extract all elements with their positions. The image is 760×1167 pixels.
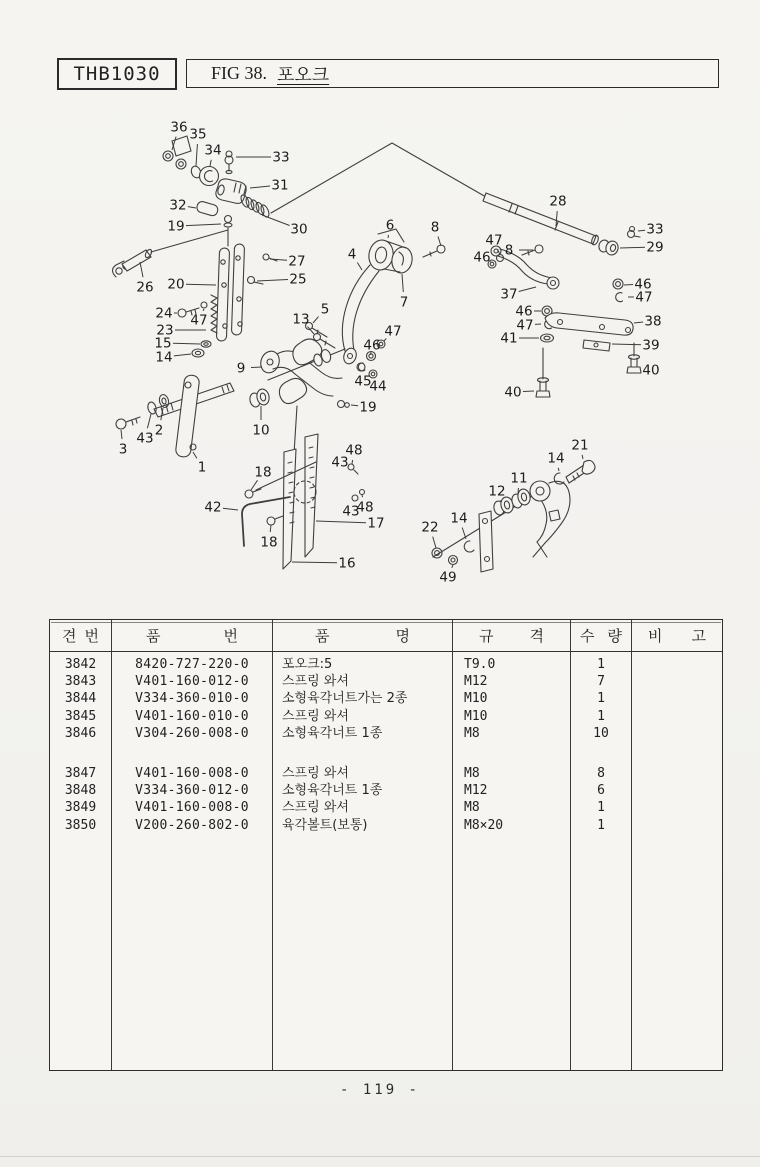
- callout-label: 47: [485, 232, 503, 249]
- table-cell: V401-160-012-0: [135, 674, 249, 690]
- callout-label: 27: [288, 253, 306, 270]
- callout-label: 17: [367, 515, 385, 532]
- callout-label: 16: [338, 555, 356, 572]
- column-header: 수 량: [571, 620, 632, 651]
- table-cell: [632, 725, 722, 742]
- callout-label: 25: [289, 271, 307, 288]
- callout-label: 43: [136, 430, 154, 447]
- callout-leader: [147, 414, 151, 428]
- callout-leader: [634, 322, 643, 323]
- table-cell: 1: [597, 691, 605, 707]
- callout-leader: [452, 565, 453, 568]
- callout-leader: [223, 508, 238, 510]
- callout-label: 34: [204, 142, 222, 159]
- callout-label: 8: [430, 219, 440, 236]
- callout-label: 9: [236, 360, 246, 377]
- callout-label: 14: [155, 349, 173, 366]
- callout-label: 46: [473, 249, 491, 266]
- callout-leader: [582, 455, 583, 459]
- callout-leader: [433, 537, 436, 548]
- table-cell: 1: [597, 657, 605, 672]
- model-code: THB1030: [73, 63, 161, 85]
- callout-label: 5: [320, 301, 330, 318]
- callout-label: 47: [516, 317, 534, 334]
- callout-label: 43: [331, 454, 349, 471]
- table-column: [571, 652, 632, 1070]
- table-cell: 3842: [64, 657, 97, 672]
- table-cell: M12: [464, 674, 488, 690]
- table-spacer: [50, 742, 111, 765]
- callout-label: 45: [354, 373, 372, 390]
- parts-table: [49, 619, 723, 1071]
- callout-label: 3: [118, 441, 128, 458]
- table-column: [112, 652, 273, 1070]
- callout-label: 6: [385, 217, 395, 234]
- table-cell: 6: [597, 783, 605, 799]
- callout-leader: [558, 468, 559, 471]
- table-cell: 3849: [64, 800, 97, 816]
- callout-label: 20: [167, 276, 185, 293]
- table-cell: 3847: [64, 765, 97, 781]
- callout-leader: [638, 230, 645, 231]
- table-cell: 3850: [64, 817, 97, 833]
- table-cell: 3844: [64, 691, 97, 707]
- callout-leader: [174, 354, 191, 356]
- callout-label: 47: [384, 323, 402, 340]
- callout-leader: [519, 287, 536, 292]
- table-cell: [632, 817, 722, 834]
- figure-name: 포오크: [277, 64, 330, 85]
- callout-leader: [203, 309, 204, 311]
- callout-leader: [140, 262, 143, 277]
- callout-label: 14: [547, 450, 565, 467]
- table-cell: [632, 765, 722, 782]
- callout-label: 43: [342, 503, 360, 520]
- callout-label: 12: [488, 483, 506, 500]
- table-cell: [632, 690, 722, 707]
- callout-label: 35: [189, 126, 207, 143]
- callout-label: 37: [500, 286, 518, 303]
- callout-label: 18: [254, 464, 272, 481]
- table-spacer: [453, 742, 570, 765]
- callout-leader: [251, 480, 258, 490]
- callout-label: 24: [155, 305, 173, 322]
- table-cell: 1: [597, 817, 605, 833]
- callout-label: 11: [510, 470, 528, 487]
- callout-label: 39: [642, 337, 660, 354]
- callout-label: 47: [635, 289, 653, 306]
- column-header: 품 명: [273, 620, 453, 651]
- table-cell: 10: [593, 725, 609, 741]
- callout-leader: [262, 215, 290, 226]
- table-column: [453, 652, 571, 1070]
- table-cell: 1: [597, 708, 605, 724]
- callout-leader: [612, 344, 641, 345]
- table-cell: V401-160-008-0: [135, 800, 249, 816]
- table-column: [50, 652, 112, 1070]
- callout-leader: [250, 186, 270, 188]
- table-top-rule: [51, 622, 721, 623]
- callout-label: 1: [197, 459, 207, 476]
- callout-leader: [388, 235, 389, 238]
- table-cell: V334-360-010-0: [135, 691, 249, 707]
- table-cell: V401-160-010-0: [135, 708, 249, 724]
- callout-label: 21: [571, 437, 589, 454]
- column-header: 규 격: [453, 620, 571, 651]
- table-cell: [632, 799, 722, 816]
- table-cell: V200-260-802-0: [135, 817, 249, 833]
- callout-label: 22: [421, 519, 439, 536]
- table-cell: M8: [464, 800, 480, 816]
- table-cell: 8: [597, 765, 605, 781]
- table-cell: 소형육각너트가는 2종: [282, 691, 408, 707]
- table-cell: 스프링 와셔: [282, 765, 349, 781]
- table-cell: [632, 708, 722, 725]
- callout-leader: [257, 280, 288, 282]
- table-cell: [632, 656, 722, 673]
- callout-label: 19: [359, 399, 377, 416]
- callout-label: 42: [204, 499, 222, 516]
- table-cell: M12: [464, 783, 488, 799]
- column-header: 비 고: [648, 627, 706, 645]
- table-cell: 스프링 와셔: [282, 674, 349, 690]
- callout-leader: [362, 495, 363, 497]
- table-column: [273, 652, 453, 1070]
- table-cell: V304-260-008-0: [135, 725, 249, 741]
- table-cell: 육각볼트(보통): [282, 817, 368, 833]
- table-cell: [632, 782, 722, 799]
- callout-label: 28: [549, 193, 567, 210]
- table-cell: 스프링 와셔: [282, 708, 349, 724]
- callout-leader: [193, 452, 197, 458]
- table-cell: 3843: [64, 674, 97, 690]
- callout-label: 30: [290, 221, 308, 238]
- callout-label: 31: [271, 177, 289, 194]
- table-cell: 3846: [64, 725, 97, 741]
- callout-leader: [620, 247, 645, 248]
- callout-leader: [251, 367, 262, 368]
- table-cell: 8420-727-220-0: [135, 657, 249, 672]
- callout-leader: [196, 144, 197, 166]
- callout-leader: [357, 263, 362, 271]
- callout-label: 26: [136, 279, 154, 296]
- callout-label: 33: [272, 149, 290, 166]
- table-spacer: [273, 742, 452, 765]
- table-cell: 3848: [64, 783, 97, 799]
- callout-leader: [270, 525, 271, 532]
- callout-label: 7: [399, 294, 409, 311]
- table-header-row: [50, 620, 722, 652]
- callout-label: 46: [515, 303, 533, 320]
- callout-label: 38: [644, 313, 662, 330]
- table-cell: M8: [464, 725, 480, 741]
- figure-number: FIG 38.: [211, 63, 268, 83]
- callout-leader: [188, 207, 196, 208]
- table-cell: 포오크:5: [282, 657, 333, 672]
- table-cell: [632, 673, 722, 690]
- callout-label: 13: [292, 311, 310, 328]
- callout-label: 19: [167, 218, 185, 235]
- table-cell: M8: [464, 765, 480, 781]
- table-cell: M8×20: [464, 817, 504, 833]
- callout-label: 47: [190, 312, 208, 329]
- table-cell: M10: [464, 708, 488, 724]
- callout-leader: [292, 562, 337, 563]
- column-header: 품 번: [112, 620, 273, 651]
- callout-label: 14: [450, 510, 468, 527]
- callout-leader: [402, 274, 403, 292]
- callout-leader: [308, 327, 315, 334]
- table-cell: T9.0: [464, 657, 496, 672]
- callout-label: 36: [170, 119, 188, 136]
- page-number: - 119 -: [339, 1082, 420, 1098]
- callout-leader: [523, 391, 534, 392]
- table-spacer: [112, 742, 272, 765]
- table-cell: 소형육각너트 1종: [282, 725, 383, 741]
- callout-label: 46: [634, 276, 652, 293]
- callout-label: 40: [642, 362, 660, 379]
- callout-label: 40: [504, 384, 522, 401]
- callout-leader: [316, 521, 366, 523]
- callout-leader: [313, 317, 319, 323]
- table-cell: 소형육각너트 1종: [282, 783, 383, 799]
- table-spacer: [632, 742, 722, 765]
- callout-label: 48: [345, 442, 363, 459]
- callout-label: 41: [500, 330, 518, 347]
- callout-leader: [186, 284, 216, 285]
- callout-label: 8: [504, 242, 514, 259]
- callout-label: 23: [156, 322, 174, 339]
- table-cell: V334-360-012-0: [135, 783, 249, 799]
- table-spacer: [571, 742, 631, 765]
- callout-label: 10: [252, 422, 270, 439]
- callout-leader: [270, 259, 287, 260]
- callout-leader: [186, 224, 221, 226]
- callout-leader: [438, 237, 441, 247]
- callout-label: 44: [369, 378, 387, 395]
- table-cell: 스프링 와셔: [282, 800, 349, 816]
- callout-leader: [210, 160, 211, 166]
- callout-label: 46: [363, 337, 381, 354]
- callout-leader: [351, 405, 358, 406]
- table-cell: 1: [597, 800, 605, 816]
- table-column: [632, 652, 722, 1070]
- table-cell: M10: [464, 691, 488, 707]
- callout-leader: [352, 460, 353, 464]
- callout-label: 18: [260, 534, 278, 551]
- callout-label: 32: [169, 197, 187, 214]
- callout-leader: [624, 285, 633, 286]
- callout-leader: [500, 500, 501, 502]
- column-header: 견 번: [50, 620, 112, 651]
- table-body: [50, 652, 722, 1070]
- scan-artifact-line: [0, 1156, 760, 1157]
- callout-label: 29: [646, 239, 664, 256]
- callout-label: 49: [439, 569, 457, 586]
- callout-label: 2: [154, 422, 164, 439]
- callout-label: 15: [154, 335, 172, 352]
- table-cell: V401-160-008-0: [135, 765, 249, 781]
- callout-label: 4: [347, 246, 357, 263]
- table-cell: 3845: [64, 708, 97, 724]
- callout-leader: [173, 343, 200, 344]
- callout-label: 33: [646, 221, 664, 238]
- callout-label: 48: [356, 499, 374, 516]
- table-cell: 7: [597, 674, 605, 690]
- callout-leader: [121, 430, 122, 439]
